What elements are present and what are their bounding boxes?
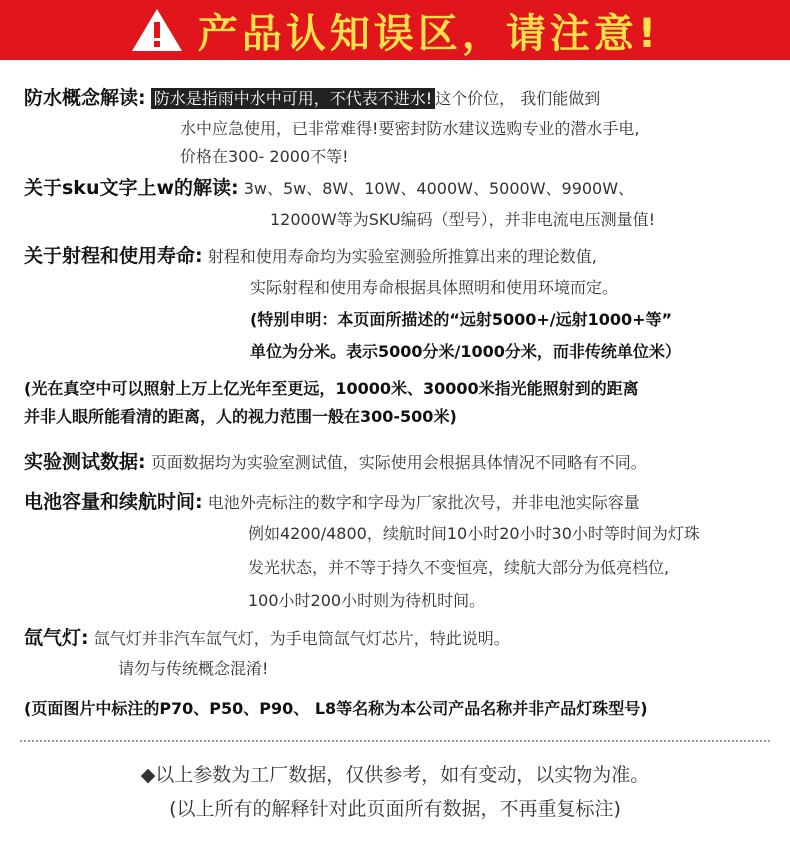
waterproof-line1-rest: 这个价位， 我们能做到 — [435, 89, 601, 108]
sku-line1 — [24, 176, 634, 201]
battery-label: 电池容量和续航时间: — [24, 491, 203, 513]
sku-line1-text: 3w、5w、8W、10W、4000W、5000W、9900W、 — [243, 179, 635, 198]
xenon-line1 — [24, 626, 510, 651]
dotted-divider — [20, 740, 770, 742]
range-line1 — [24, 244, 597, 269]
xenon-label: 氙气灯: — [24, 627, 89, 649]
xenon-line2: 请勿与传统概念混淆! — [118, 659, 269, 678]
sku-line2: 12000W等为SKU编码（型号），并非电流电压测量值! — [270, 210, 656, 229]
range-line4: 单位为分米。表示5000分米/1000分米，而非传统单位米） — [250, 342, 681, 361]
waterproof-line2: 水中应急使用，已非常难得!要密封防水建议选购专业的潜水手电, — [180, 119, 640, 138]
range-label: 关于射程和使用寿命: — [24, 245, 203, 267]
battery-line2: 例如4200/4800，续航时间10小时20小时30小时等时间为灯珠 — [248, 524, 700, 543]
waterproof-label: 防水概念解读: — [24, 87, 146, 109]
battery-line1 — [24, 490, 640, 515]
lab-text: 页面数据均为实验室测试值，实际使用会根据具体情况不同略有不同。 — [150, 453, 647, 472]
battery-line3: 发光状态，并不等于持久不变恒亮，续航大部分为低亮档位, — [248, 558, 670, 577]
warning-triangle-icon — [130, 6, 184, 54]
warning-banner — [0, 0, 790, 60]
waterproof-highlight: 防水是指雨中水中可用，不代表不进水! — [151, 88, 435, 109]
xenon-line1-text: 氙气灯并非汽车氙气灯，为手电筒氙气灯芯片，特此说明。 — [93, 629, 510, 648]
footer-line1: ◆以上参数为工厂数据，仅供参考，如有变动，以实物为准。 — [140, 764, 650, 786]
light-note-line1: (光在真空中可以照射上万上亿光年至更远，10000米、30000米指光能照射到的距离 — [24, 379, 639, 398]
waterproof-line1 — [24, 86, 600, 111]
banner-title: 产品认知误区，请注意! — [197, 10, 661, 57]
sku-label: 关于sku文字上w的解读: — [24, 177, 239, 199]
waterproof-line3: 价格在300- 2000不等! — [180, 147, 349, 166]
lab-line — [24, 450, 647, 475]
battery-line1-text: 电池外壳标注的数字和字母为厂家批次号，并非电池实际容量 — [207, 493, 640, 512]
lab-label: 实验测试数据: — [24, 451, 146, 473]
range-line3: (特别申明：本页面所描述的“远射5000+/远射1000+等” — [250, 310, 673, 329]
light-note-line2: 并非人眼所能看清的距离，人的视力范围一般在300-500米) — [24, 407, 457, 426]
battery-line4: 100小时200小时则为待机时间。 — [248, 591, 486, 610]
range-line2: 实际射程和使用寿命根据具体照明和使用环境而定。 — [250, 278, 619, 297]
range-line1-text: 射程和使用寿命均为实验室测验所推算出来的理论数值, — [207, 247, 597, 266]
footer-line2: (以上所有的解释针对此页面所有数据，不再重复标注) — [169, 798, 621, 820]
model-note: (页面图片中标注的P70、P50、P90、 L8等名称为本公司产品名称并非产品灯珠型号) — [24, 699, 648, 718]
